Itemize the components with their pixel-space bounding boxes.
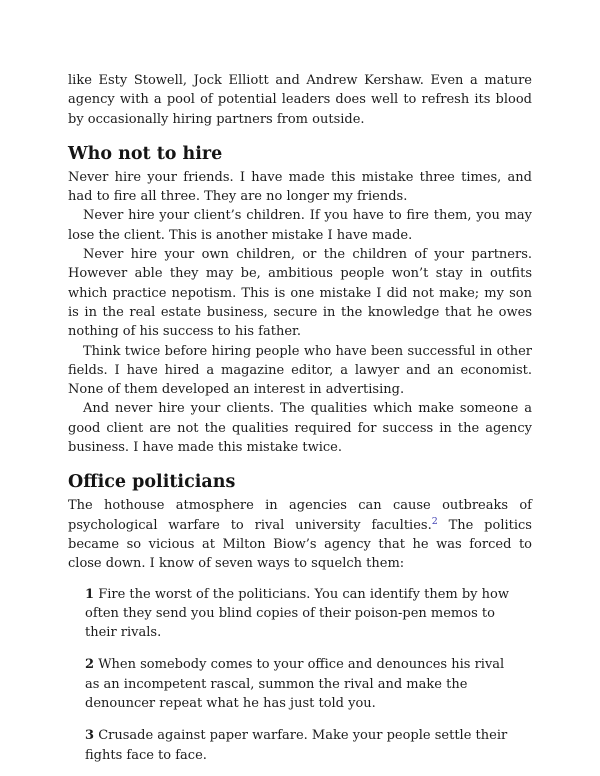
paragraph: And never hire your clients. The qualities which make someone a good client are not the qualities required for success in the agency business. I have made this mistake twice. (68, 401, 532, 456)
list-item-number: 3 (85, 728, 95, 744)
paragraph: Never hire your friends. I have made this mistake three times, and had to fire all three. They are no longer my friends. (68, 169, 532, 205)
office-politicians-heading: Office politicians (68, 472, 236, 493)
list-item-2 (85, 655, 532, 713)
list-item-text: Fire the worst of the politicians. You can identify them by how often they send you blind copies of their poison-pen memos to their rivals. (85, 586, 509, 641)
paragraph-text: The politics became so vicious at Milton Biow’s agency that he was forced to close down. I know of seven ways to squelch them: (68, 517, 532, 572)
paragraph: Never hire your own children, or the children of your partners. However able they may be, ambitious people won’t stay in outfits which practice nepotism. This is one mistake I did not make; my son is in the real estate business, secure in the knowledge that he owes nothing of his success to his father. (68, 247, 532, 340)
who-not-to-hire-heading: Who not to hire (68, 143, 223, 164)
list-item-number: 1 (85, 586, 95, 602)
page-body-text (68, 71, 532, 765)
list-item-text: When somebody comes to your office and denounces his rival as an incompetent rascal, summon the rival and make the denouncer repeat what he has just told you. (85, 657, 505, 712)
squelch-list (68, 585, 532, 765)
intro-paragraph: like Esty Stowell, Jock Elliott and Andrew Kershaw. Even a mature agency with a pool of potential leaders does well to refresh its blood by occasionally hiring partners from outside. (68, 73, 532, 127)
paragraph: Think twice before hiring people who have been successful in other fields. I have hired a magazine editor, a lawyer and an economist. None of them developed an interest in advertising. (68, 343, 532, 398)
footnote-ref-2-link[interactable]: 2 (431, 515, 438, 527)
paragraph-text: The hothouse atmosphere in agencies can cause outbreaks of psychological warfare to rival university faculties. (68, 498, 532, 533)
list-item-1 (85, 585, 532, 643)
list-item-3 (85, 726, 532, 765)
list-item-number: 2 (85, 657, 95, 673)
paragraph: Never hire your client’s children. If you have to fire them, you may lose the client. This is another mistake I have made. (68, 208, 532, 243)
paragraph (68, 496, 532, 573)
list-item-text: Crusade against paper warfare. Make your people settle their fights face to face. (85, 728, 508, 763)
